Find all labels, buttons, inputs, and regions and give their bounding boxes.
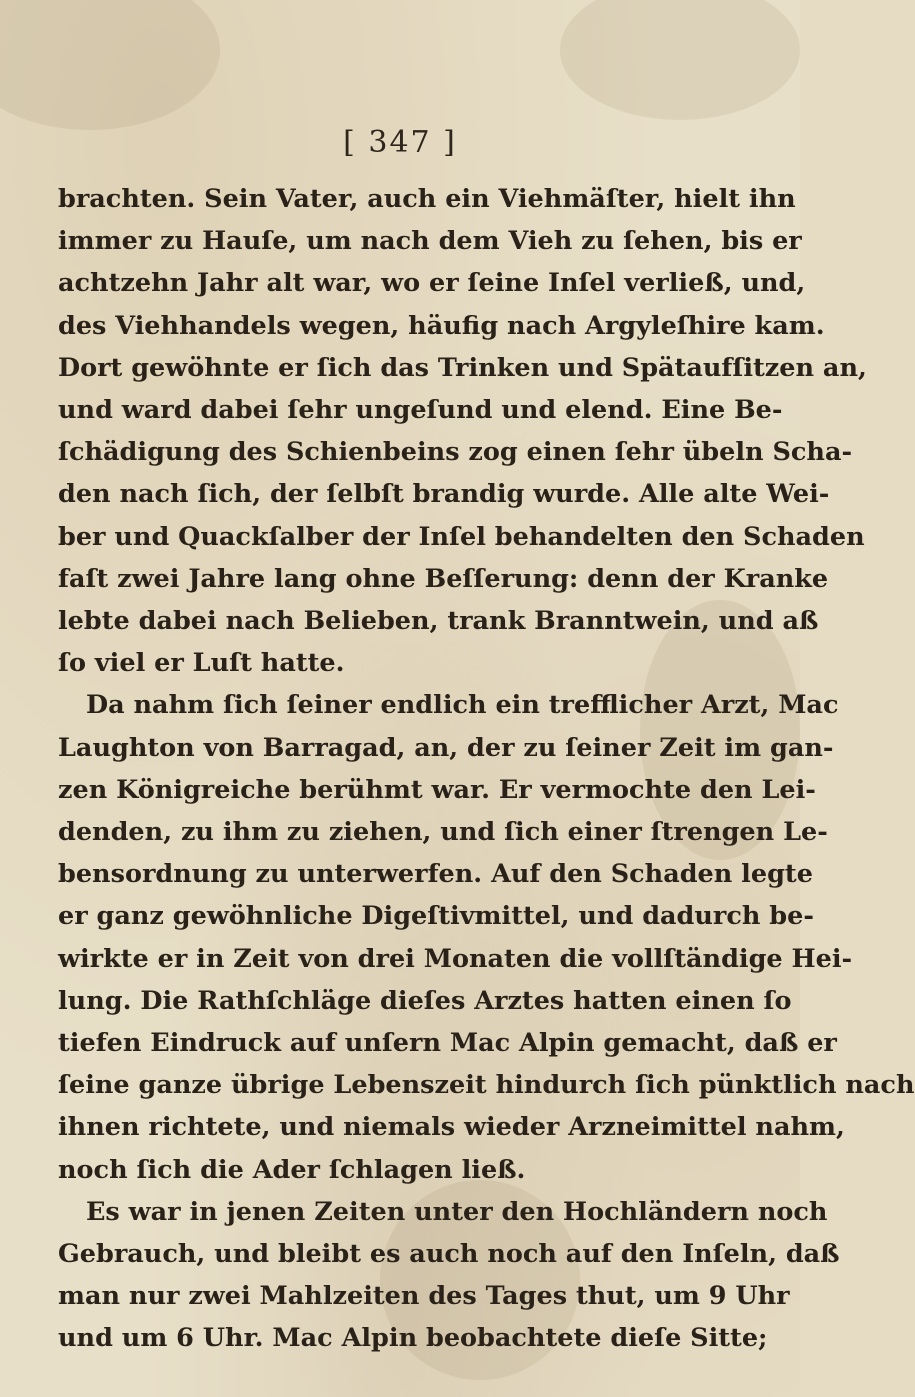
text-line: achtzehn Jahr alt war, wo er ſeine Inſel verließ, und, bbox=[58, 268, 806, 299]
text-line: Gebrauch, und bleibt es auch noch auf den Inſeln, daß bbox=[58, 1239, 840, 1270]
text-line: Dort gewöhnte er ſich das Trinken und Spätaufſitzen an, bbox=[58, 352, 867, 383]
text-line: ſchädigung des Schienbeins zog einen ſehr übeln Scha- bbox=[58, 437, 853, 468]
text-line: faſt zwei Jahre lang ohne Beſſerung: denn der Kranke bbox=[58, 563, 829, 594]
text-line: ſeine ganze übrige Lebenszeit hindurch ſich pünktlich nach bbox=[58, 1070, 915, 1101]
text-line: lung. Die Rathſchläge dieſes Arztes hatten einen ſo bbox=[58, 985, 792, 1016]
text-line: er ganz gewöhnliche Digeſtivmittel, und dadurch be- bbox=[58, 901, 814, 932]
text-line: den nach ſich, der ſelbſt brandig wurde. Alle alte Wei- bbox=[58, 479, 830, 510]
text-line: Da nahm ſich ſeiner endlich ein trefflicher Arzt, Mac bbox=[86, 690, 839, 721]
paper-stain bbox=[0, 0, 220, 130]
text-line: denden, zu ihm zu ziehen, und ſich einer ſtrengen Le- bbox=[58, 817, 828, 848]
text-line: brachten. Sein Vater, auch ein Viehmäſter, hielt ihn bbox=[58, 184, 796, 214]
text-line: tiefen Eindruck auf unſern Mac Alpin gemacht, daß er bbox=[58, 1028, 837, 1059]
text-line: wirkte er in Zeit von drei Monaten die vollſtändige Hei- bbox=[58, 943, 853, 974]
text-line: ber und Quackſalber der Inſel behandelten den Schaden bbox=[58, 521, 865, 552]
text-line: ſo viel er Luſt hatte. bbox=[58, 648, 345, 679]
text-line: und ward dabei ſehr ungeſund und elend. Eine Be- bbox=[58, 395, 783, 426]
text-line: des Viehhandels wegen, häufig nach Argyleſhire kam. bbox=[58, 310, 825, 341]
text-line: zen Königreiche berühmt war. Er vermochte den Lei- bbox=[58, 774, 816, 805]
page-number: [ 347 ] bbox=[343, 125, 457, 160]
text-line: Laughton von Barragad, an, der zu ſeiner Zeit im gan- bbox=[58, 732, 834, 763]
text-line: ihnen richtete, und niemals wieder Arzneimittel nahm, bbox=[58, 1112, 845, 1143]
text-line: bensordnung zu unterwerfen. Auf den Schaden legte bbox=[58, 859, 813, 890]
text-line: Es war in jenen Zeiten unter den Hochländern noch bbox=[86, 1196, 828, 1227]
text-line: und um 6 Uhr. Mac Alpin beobachtete dieſe Sitte; bbox=[58, 1323, 768, 1354]
text-line: man nur zwei Mahlzeiten des Tages thut, um 9 Uhr bbox=[58, 1281, 790, 1312]
text-line: noch ſich die Ader ſchlagen ließ. bbox=[58, 1154, 526, 1185]
body-text bbox=[58, 178, 915, 1360]
text-line: lebte dabei nach Belieben, trank Branntwein, und aß bbox=[58, 606, 819, 637]
paper-stain bbox=[560, 0, 800, 120]
text-line: immer zu Hauſe, um nach dem Vieh zu ſehen, bis er bbox=[58, 226, 802, 257]
